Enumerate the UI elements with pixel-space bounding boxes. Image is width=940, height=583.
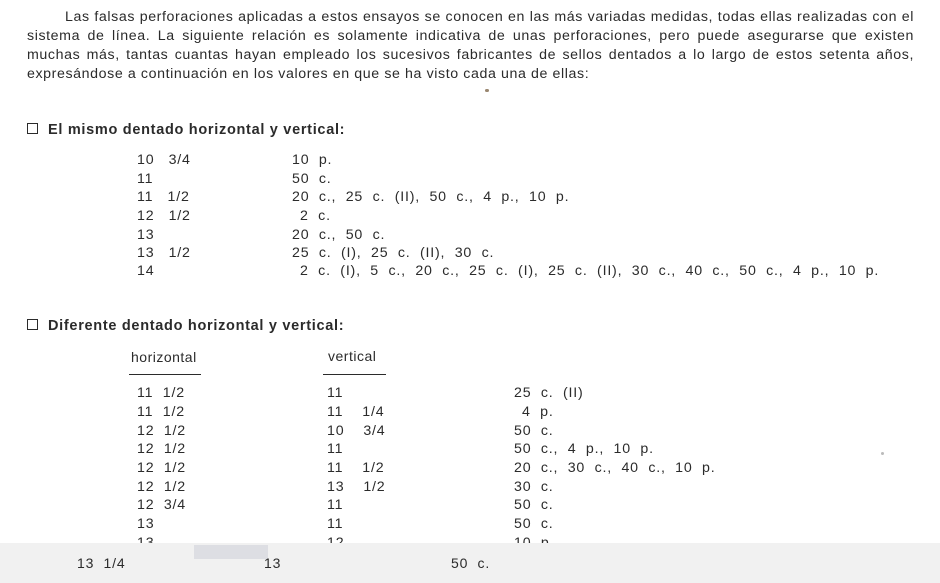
- valores-cell: 20 c., 25 c. (II), 50 c., 4 p., 10 p.: [292, 189, 570, 205]
- vertical-cell: 11 1/4: [327, 404, 385, 420]
- table-row: [0, 404, 940, 423]
- valores-cell: 50 c.: [514, 497, 554, 513]
- valores-cell: 20 c., 50 c.: [292, 227, 386, 243]
- horizontal-cell: 12 1/2: [137, 423, 186, 439]
- valores-cell: 25 c. (I), 25 c. (II), 30 c.: [292, 245, 495, 261]
- valores-cell: 50 c.: [292, 171, 332, 187]
- table-row: [0, 152, 940, 171]
- horizontal-cell: 12 3/4: [137, 497, 186, 513]
- table-row: [0, 516, 940, 535]
- dentado-cell: 11: [137, 171, 154, 187]
- cut-valores-cell: 50 c.: [451, 555, 491, 571]
- vertical-cell: 11: [327, 497, 344, 513]
- horizontal-cell: 11 1/2: [137, 404, 185, 420]
- dentado-cell: 11 1/2: [137, 189, 190, 205]
- vertical-cell: 11: [327, 385, 344, 401]
- table-row: [0, 423, 940, 442]
- column-header-vertical: vertical: [328, 348, 377, 364]
- table-row: [0, 263, 940, 282]
- table-row: [0, 385, 940, 404]
- column-header-underline: [323, 374, 386, 375]
- section2-title: Diferente dentado horizontal y vertical:: [48, 318, 345, 334]
- valores-cell: 30 c.: [514, 479, 554, 495]
- valores-cell: 20 c., 30 c., 40 c., 10 p.: [514, 460, 716, 476]
- table-row: [0, 171, 940, 190]
- horizontal-cell: 11 1/2: [137, 385, 185, 401]
- dentado-cell: 12 1/2: [137, 208, 191, 224]
- dentado-cell: 10 3/4: [137, 152, 191, 168]
- valores-cell: 2 c. (I), 5 c., 20 c., 25 c. (I), 25 c. (II), 30 c., 40 c., 50 c., 4 p., 10 p.: [300, 263, 880, 279]
- horizontal-cell: 12 1/2: [137, 460, 186, 476]
- horizontal-cell: 12 1/2: [137, 441, 186, 457]
- table-row: [0, 189, 940, 208]
- vertical-cell: 11 1/2: [327, 460, 385, 476]
- dentado-cell: 14: [137, 263, 155, 279]
- table-row: [0, 245, 940, 264]
- section1-heading: [27, 122, 345, 138]
- table-row: [0, 460, 940, 479]
- vertical-cell: 13 1/2: [327, 479, 386, 495]
- checkbox-bullet-icon: [27, 319, 38, 330]
- scan-blur-artifact: [194, 545, 268, 559]
- valores-cell: 4 p.: [522, 404, 554, 420]
- column-header-horizontal: horizontal: [131, 349, 197, 365]
- cut-vertical-cell: 13: [264, 555, 282, 571]
- vertical-cell: 11: [327, 516, 344, 532]
- valores-cell: 10 p.: [292, 152, 333, 168]
- table-row: [0, 208, 940, 227]
- column-header-underline: [129, 374, 201, 375]
- valores-cell: 50 c.: [514, 516, 554, 532]
- table-row: [0, 479, 940, 498]
- table-row: [0, 497, 940, 516]
- horizontal-cell: 12 1/2: [137, 479, 186, 495]
- dentado-cell: 13 1/2: [137, 245, 191, 261]
- vertical-cell: 11: [327, 441, 344, 457]
- horizontal-cell: 13: [137, 516, 155, 532]
- cut-horizontal-cell: 13 1/4: [77, 555, 126, 571]
- section2-heading: [27, 318, 344, 334]
- table-row: [0, 441, 940, 460]
- valores-cell: 2 c.: [300, 208, 331, 224]
- valores-cell: 50 c.: [514, 423, 554, 439]
- checkbox-bullet-icon: [27, 123, 38, 134]
- table-row: [0, 227, 940, 246]
- intro-paragraph: Las falsas perforaciones aplicadas a estos ensayos se conocen en las más variadas medidas, todas ellas realizadas con el sistema de línea. La siguiente relación es solamente indicativa de unas perforaciones, pero puede asegurarse que existen muchas más, tantas cuantas hayan empleado los sucesivos fabricantes de sellos dentados a lo largo de estos setenta años, expresándose a continuación en los valores en que se ha visto cada una de ellas:: [27, 9, 914, 82]
- dentado-cell: 13: [137, 227, 155, 243]
- scan-speck: [485, 89, 489, 92]
- valores-cell: 50 c., 4 p., 10 p.: [514, 441, 654, 457]
- valores-cell: 25 c. (II): [514, 385, 584, 401]
- vertical-cell: 10 3/4: [327, 423, 386, 439]
- section1-title: El mismo dentado horizontal y vertical:: [48, 122, 346, 138]
